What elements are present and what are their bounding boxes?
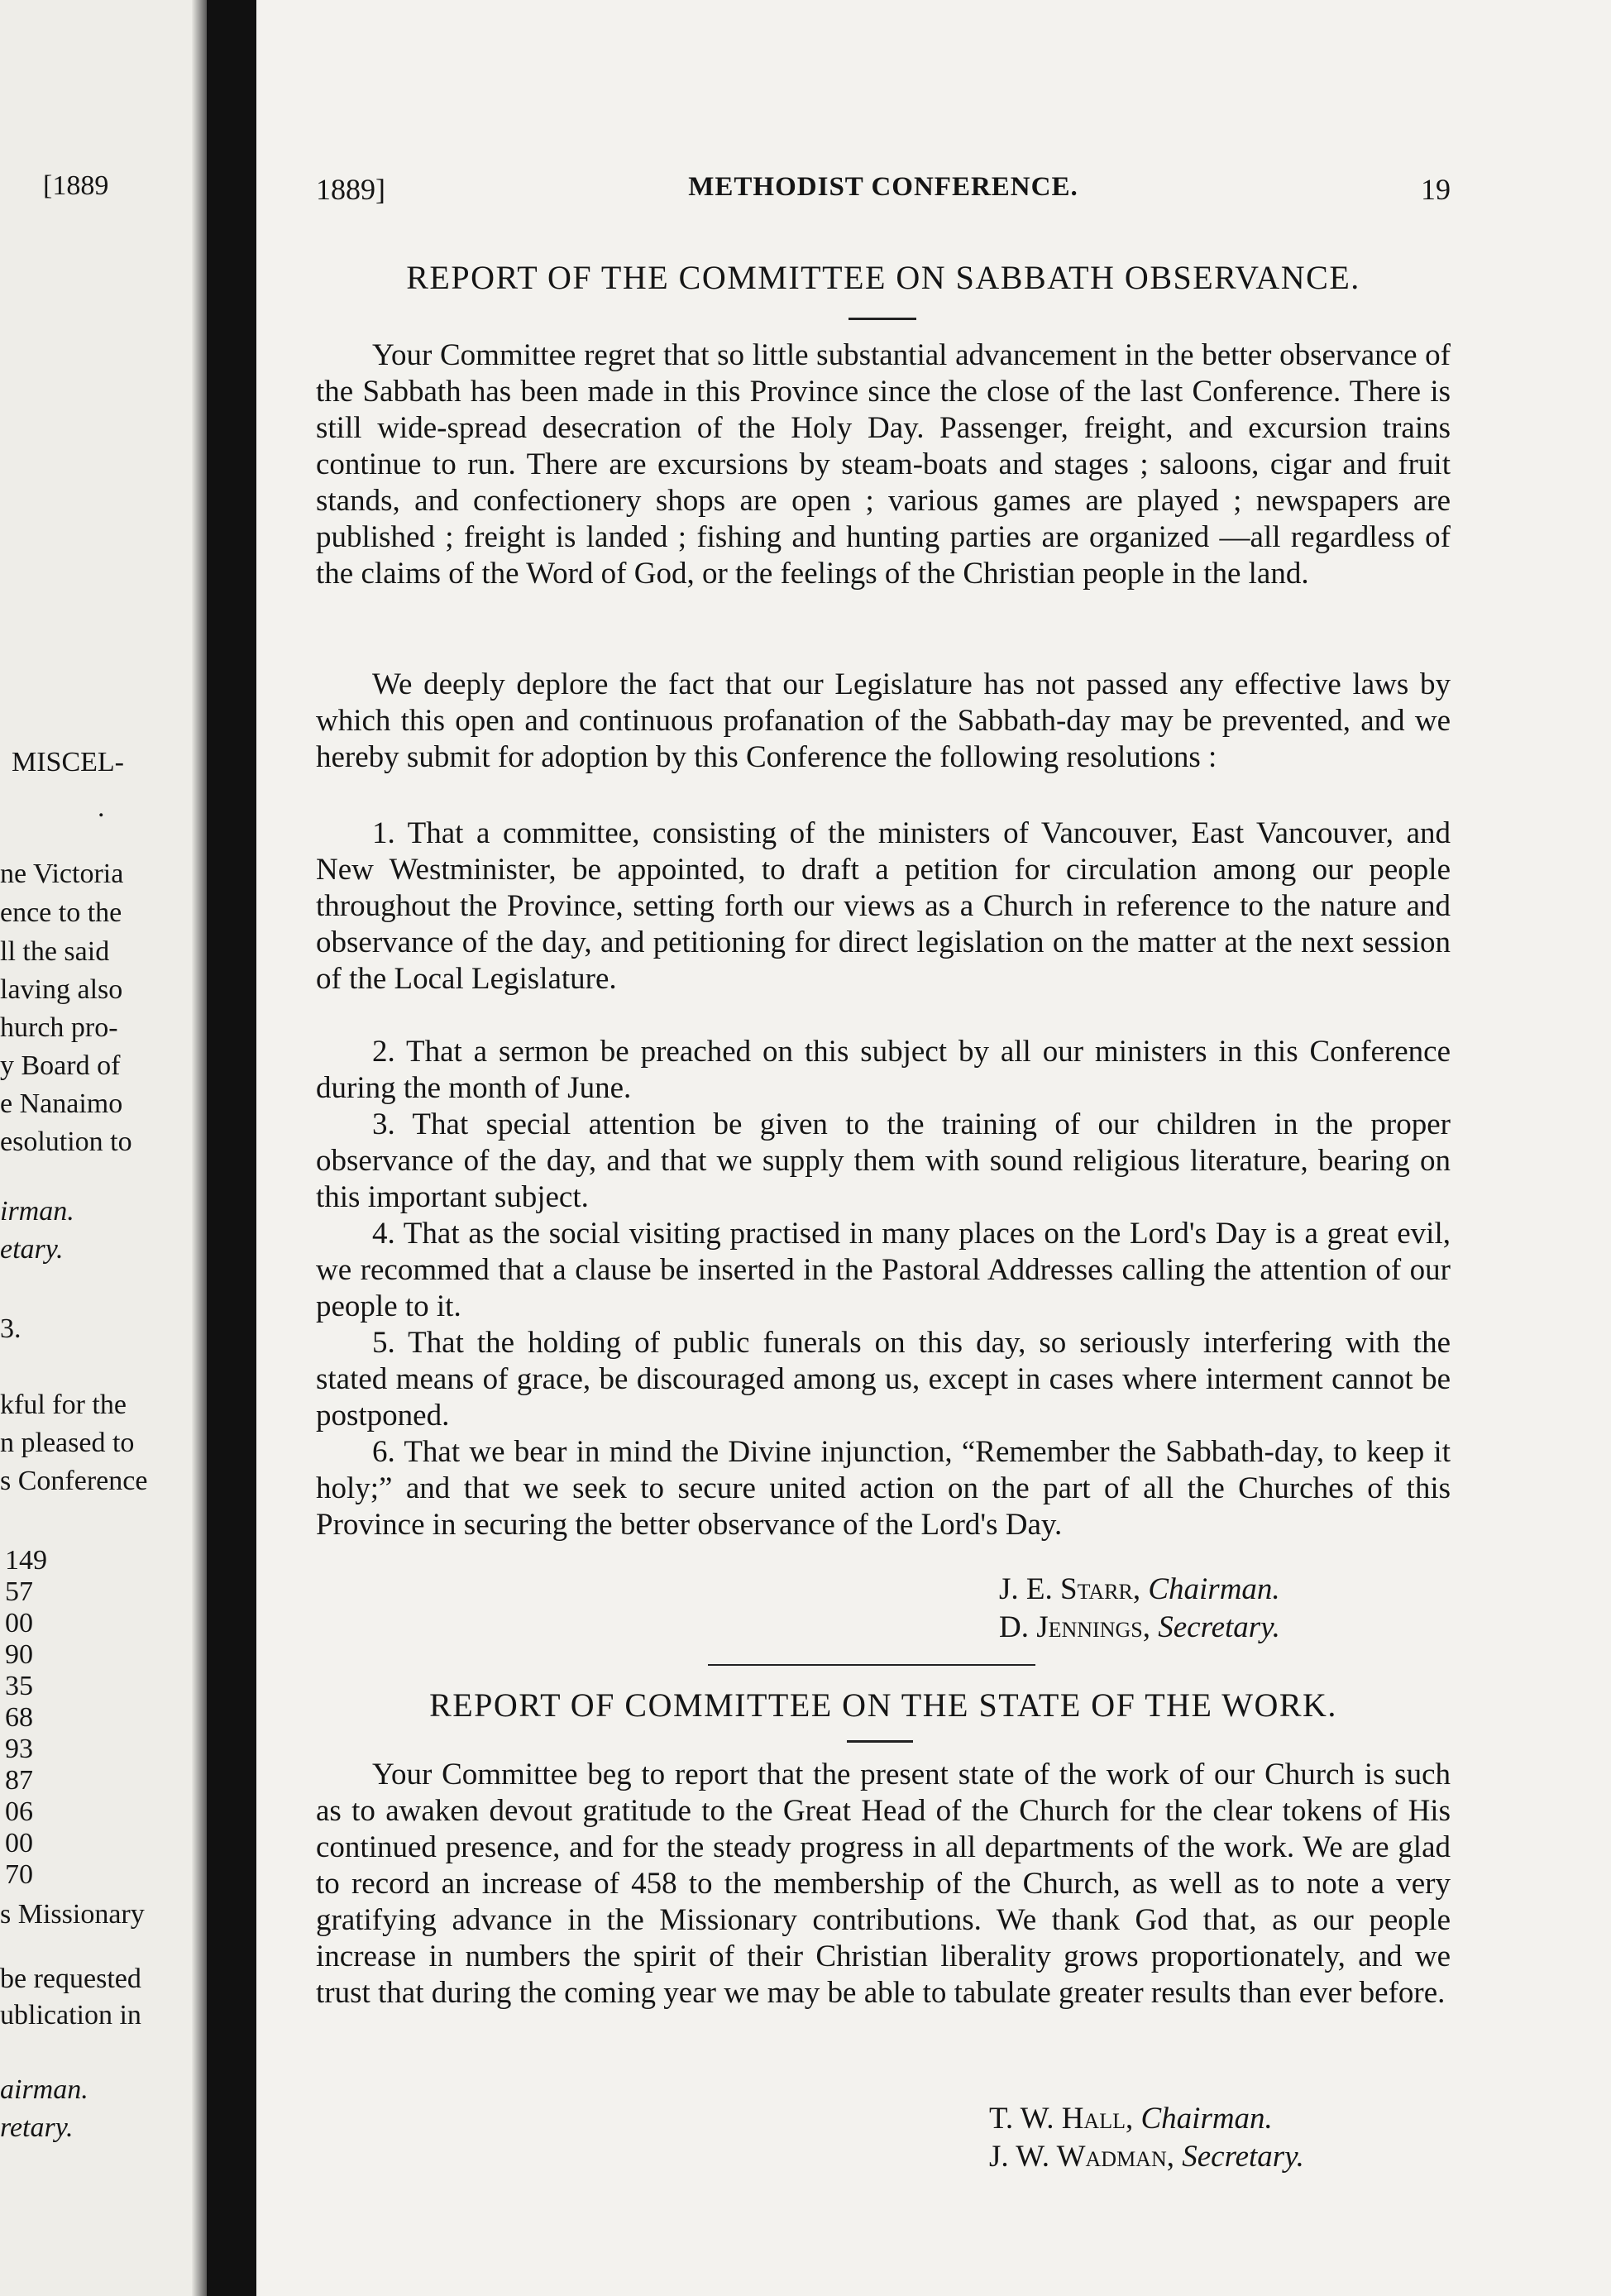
left-line: s Missionary [0,1899,145,1930]
signature-secretary [989,2139,1304,2174]
running-header [316,172,1451,212]
book-spine [207,0,256,2296]
left-line: ence to the [0,897,122,928]
resolution-6: 6. That we bear in mind the Divine injunction, “Remember the Sabbath-day, to keep it holy;” and that we seek to secure united action on the part of all the Churches of this Province in securing the better observance of the Lord's Day. [316,1435,1451,1542]
signature-role: Secretary. [1158,1610,1280,1644]
left-line: ll the said [0,936,110,967]
title-rule [849,318,916,320]
left-line: [1889 [43,170,109,201]
left-line: 90 [5,1639,33,1670]
resolution-4: 4. That as the social visiting practised in many places on the Lord's Day is a great evil, we recommed that a clause be inserted in the Pastoral Addresses calling the attention of our people to it. [316,1217,1451,1323]
left-line: ne Victoria [0,859,124,889]
signature-name: D. Jennings, [999,1610,1150,1644]
signature-name: J. W. Wadman, [989,2140,1174,2174]
work-report-title: REPORT OF COMMITTEE ON THE STATE OF THE WORK. [429,1686,1337,1724]
header-year: 1889] [316,173,385,206]
left-line: e Nanaimo [0,1088,123,1119]
left-line: hurch pro- [0,1012,118,1043]
sabbath-deplore-paragraph: We deeply deplore the fact that our Legislature has not passed any effective laws by which this open and continuous profanation of the Sabbath-day may be prevented, and we hereby submit for adoption by this Conference the following resolutions : [316,667,1451,774]
left-line: ublication in [0,2000,141,2031]
signature-chairman [999,1571,1280,1607]
left-line: be requested [0,1964,141,1994]
left-line: 57 [5,1576,33,1607]
header-page-number: 19 [1421,173,1451,206]
left-line: 3. [0,1313,22,1344]
signature-role: Chairman. [1140,2102,1273,2136]
facing-page-fragment [0,0,192,2296]
sabbath-report-title: REPORT OF THE COMMITTEE ON SABBATH OBSERVANCE. [406,259,1360,296]
signature-name: J. E. Starr, [999,1572,1141,1606]
signature-name: T. W. Hall, [989,2102,1134,2136]
resolution-2: 2. That a sermon be preached on this subject by all our ministers in this Conference during the month of June. [316,1035,1451,1105]
left-line: MISCEL- [12,747,124,777]
left-line: s Conference [0,1466,148,1496]
left-line: . [98,792,105,823]
signature-secretary [999,1610,1280,1645]
signature-chairman [989,2101,1273,2136]
section-divider [708,1664,1035,1666]
left-line: 70 [5,1859,33,1890]
signature-role: Chairman. [1148,1572,1280,1606]
left-line: retary. [0,2112,74,2143]
left-line: airman. [0,2074,88,2105]
title-rule [847,1740,913,1743]
left-line: 87 [5,1765,33,1796]
left-line: 06 [5,1796,33,1827]
left-line: 35 [5,1671,33,1701]
left-line: 93 [5,1734,33,1764]
left-line: 00 [5,1608,33,1638]
left-line: 68 [5,1702,33,1733]
resolution-1: 1. That a committee, consisting of the ministers of Vancouver, East Vancouver, and New Westminister, be appointed, to draft a petition for circulation among our people throughout the Province, setting forth our views as a Church in reference to the nature and observance of the day, and petitioning for direct legislation on the matter at the next session of the Local Legislature. [316,816,1451,996]
left-line: etary. [0,1234,64,1265]
sabbath-intro-paragraph: Your Committee regret that so little substantial advancement in the better observance of the Sabbath has been made in this Province since the close of the last Conference. There is still wide-spread desecration of the Holy Day. Passenger, freight, and excursion trains continue to run. There are excursions by steam-boats and stages ; saloons, cigar and fruit stands, and confectionery shops are open ; various games are played ; newspapers are published ; freight is landed ; fishing and hunting parties are organized —all regardless of the claims of the Word of God, or the feelings of the Christian people in the land. [316,338,1451,591]
left-line: 00 [5,1828,33,1858]
resolution-5: 5. That the holding of public funerals on this day, so seriously interfering with the stated means of grace, be discouraged among us, except in cases where interment cannot be postponed. [316,1326,1451,1433]
work-report-paragraph: Your Committee beg to report that the present state of the work of our Church is such as to awaken devout gratitude to the Great Head of the Church for the clear tokens of His continued presence, and for the steady progress in all departments of the work. We are glad to record an increase of 458 to the membership of the Church, as well as to note a very gratifying advance in the Missionary contributions. We thank God that, as our people increase in numbers the spirit of their Christian liberality grows proportionately, and we trust that during the coming year we may be able to tabulate greater results than ever before. [316,1758,1451,2010]
resolution-3: 3. That special attention be given to the training of our children in the proper observance of the day, and that we supply them with sound religious literature, bearing on this important subject. [316,1107,1451,1214]
left-line: 149 [5,1545,47,1576]
left-line: irman. [0,1196,74,1227]
header-title: METHODIST CONFERENCE. [688,172,1078,202]
left-line: kful for the [0,1390,127,1420]
left-line: esolution to [0,1126,132,1157]
left-line: laving also [0,974,123,1005]
left-line: y Board of [0,1050,121,1081]
signature-role: Secretary. [1182,2140,1304,2174]
left-line: n pleased to [0,1428,135,1458]
